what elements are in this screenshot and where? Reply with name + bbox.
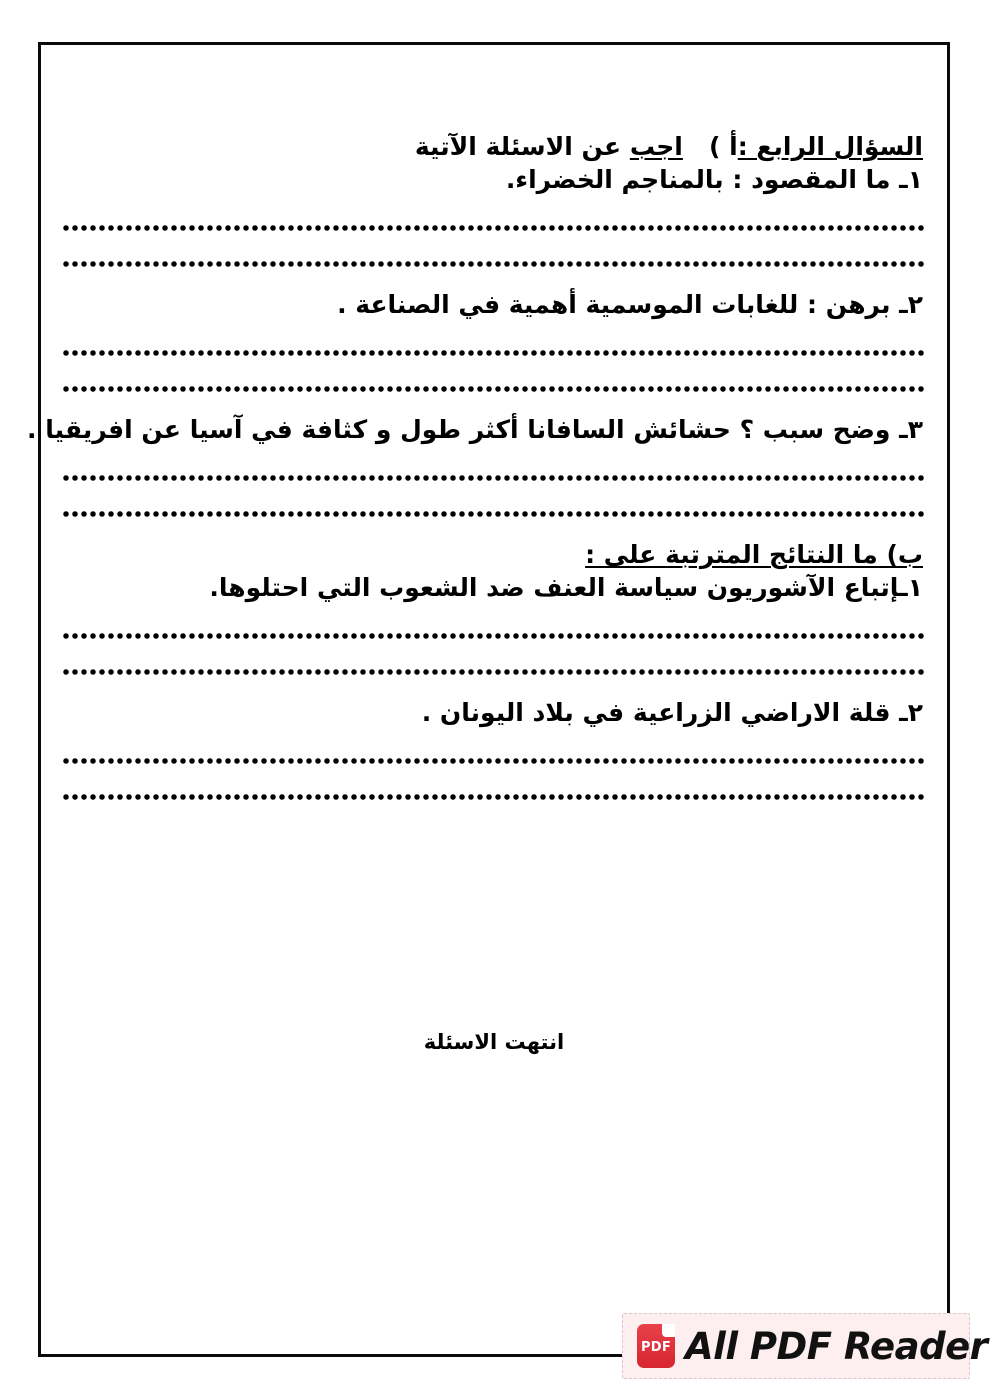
section-a-heading-label: السؤال الرابع : bbox=[737, 132, 923, 161]
answer-line[interactable] bbox=[61, 624, 927, 646]
spacer bbox=[61, 196, 927, 216]
answer-line[interactable] bbox=[61, 341, 927, 363]
answer-line[interactable] bbox=[61, 216, 927, 238]
spacer bbox=[61, 646, 927, 660]
question-b-1: ١ـإتباع الآشوريون سياسة العنف ضد الشعوب التي احتلوها. bbox=[209, 573, 923, 602]
question-a-2: ٢ـ برهن : للغابات الموسمية أهمية في الصناعة . bbox=[337, 290, 923, 319]
answer-line[interactable] bbox=[61, 466, 927, 488]
section-a-part-letter: أ ) bbox=[709, 132, 738, 161]
exam-page-frame bbox=[27, 42, 950, 1357]
spacer bbox=[61, 524, 927, 538]
spacer bbox=[61, 446, 927, 466]
spacer bbox=[61, 729, 927, 749]
watermark-all-pdf-reader bbox=[622, 1313, 988, 1379]
spacer bbox=[61, 604, 927, 624]
spacer bbox=[61, 488, 927, 502]
question-a-1: ١ـ ما المقصود : بالمناجم الخضراء. bbox=[505, 165, 923, 194]
spacer bbox=[61, 771, 927, 785]
spacer bbox=[61, 321, 927, 341]
page-inner bbox=[27, 45, 947, 1354]
pdf-file-icon bbox=[637, 1324, 675, 1368]
pdf-badge-label: PDF bbox=[640, 1339, 672, 1355]
answer-line[interactable] bbox=[61, 502, 927, 524]
section-a-instruction-rest: عن الاسئلة الآتية bbox=[414, 132, 622, 161]
end-of-exam-note: انتهت الاسئلة bbox=[423, 1030, 565, 1054]
spacer bbox=[61, 399, 927, 413]
answer-line[interactable] bbox=[61, 660, 927, 682]
question-a-3: ٣ـ وضح سبب ؟ حشائش السافانا أكثر طول و كثافة في آسيا عن افريقيا . bbox=[27, 415, 923, 444]
answer-line[interactable] bbox=[61, 749, 927, 771]
section-a-instruction-verb: اجب bbox=[629, 132, 683, 161]
exam-content bbox=[27, 130, 927, 807]
answer-line[interactable] bbox=[61, 252, 927, 274]
spacer bbox=[61, 274, 927, 288]
answer-line[interactable] bbox=[61, 785, 927, 807]
section-b-heading bbox=[61, 538, 927, 571]
section-a-heading bbox=[61, 130, 927, 163]
spacer bbox=[61, 682, 927, 696]
watermark-app-name: All PDF Reader bbox=[685, 1324, 988, 1368]
section-b-heading-label: ب) ما النتائج المترتبة على : bbox=[585, 540, 923, 569]
answer-line[interactable] bbox=[61, 377, 927, 399]
spacer bbox=[61, 238, 927, 252]
question-b-2: ٢ـ قلة الاراضي الزراعية في بلاد اليونان . bbox=[421, 698, 923, 727]
spacer bbox=[61, 363, 927, 377]
